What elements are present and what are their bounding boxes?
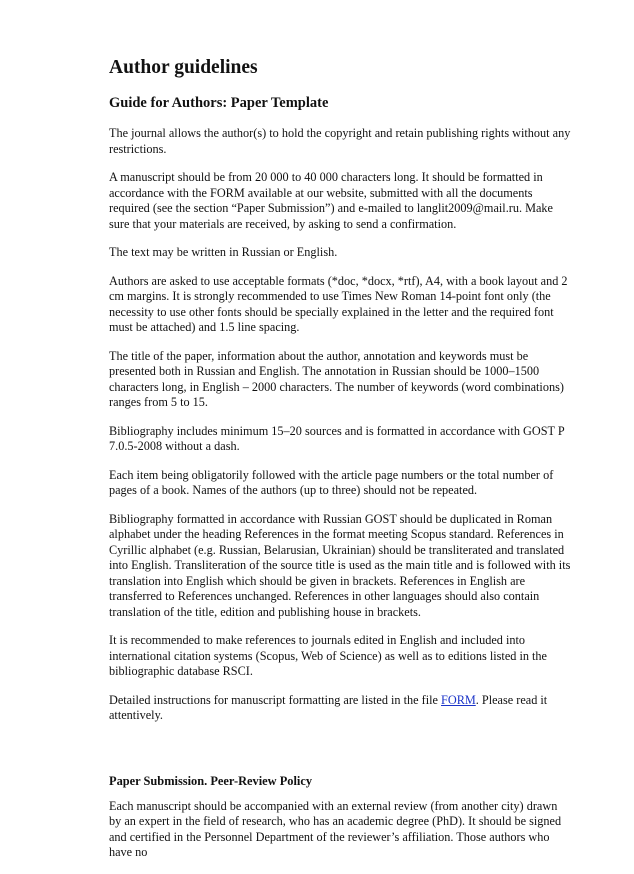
page-title: Author guidelines	[109, 57, 258, 78]
paragraph-page-numbers: Each item being obligatorily followed with the article page numbers or the total number of pages of a book. Names of the authors (up to three) should not be repeated.	[109, 467, 554, 497]
form-text-after: . Please read it attentively.	[109, 692, 548, 722]
paragraph-language: The text may be written in Russian or English.	[109, 245, 338, 259]
paragraph-references: Bibliography formatted in accordance with Russian GOST should be duplicated in Roman alphabet under the heading References in the format meeting Scopus standard. References in Cyrillic alphabet (e.g. Russian, Belarusian, Ukrainian) should be transliterated and translated into English. Transliteration of the source title is used as the main title and is followed with its translation into English which should be given in brackets. References in English are transferred to References unchanged. References in other languages should also contain translation of the title, edition and publishing house in brackets.	[109, 511, 571, 619]
paragraph-form-instructions	[109, 693, 571, 724]
section-spacer	[109, 737, 571, 773]
form-link[interactable]: FORM	[441, 692, 476, 707]
paragraph-formats: Authors are asked to use acceptable formats (*doc, *docx, *rtf), A4, with a book layout and 2 cm margins. It is strongly recommended to use Times New Roman 14-point font only (the necessity to use other fonts should be specially explained in the letter and the required font must be attached) and 1.5 line spacing.	[109, 273, 568, 334]
paragraph-peer-review: Each manuscript should be accompanied with an external review (from another city) drawn by an expert in the field of research, who has an academic degree (PhD). It should be signed and certified in the Personnel Department of the reviewer’s affiliation. Those authors who have no	[109, 798, 562, 859]
paragraph-bibliography: Bibliography includes minimum 15–20 sources and is formatted in accordance with GOST P 7.0.5-2008 without a dash.	[109, 423, 565, 453]
page-subtitle: Guide for Authors: Paper Template	[109, 95, 329, 111]
paragraph-manuscript-length: A manuscript should be from 20 000 to 40 000 characters long. It should be formatted in accordance with the FORM available at our website, submitted with all the documents required (see the section “Paper Submission”) and e-mailed to langlit2009@mail.ru. Make sure that your materials are received, by asking to send a confirmation.	[109, 170, 553, 231]
paragraph-copyright: The journal allows the author(s) to hold the copyright and retain publishing rights without any restrictions.	[109, 126, 571, 156]
document-page	[109, 56, 571, 874]
paragraph-citation-systems: It is recommended to make references to journals edited in English and included into international citation systems (Scopus, Web of Science) as well as to editions listed in the bibliographic database RSCI.	[109, 633, 547, 678]
section-heading-submission: Paper Submission. Peer-Review Policy	[109, 773, 313, 788]
form-text-before: Detailed instructions for manuscript formatting are listed in the file	[109, 692, 442, 707]
paragraph-title-info: The title of the paper, information about the author, annotation and keywords must be presented both in Russian and English. The annotation in Russian should be 1000–1500 characters long, in English – 2000 characters. The number of keywords (word combinations) ranges from 5 to 15.	[109, 348, 564, 409]
